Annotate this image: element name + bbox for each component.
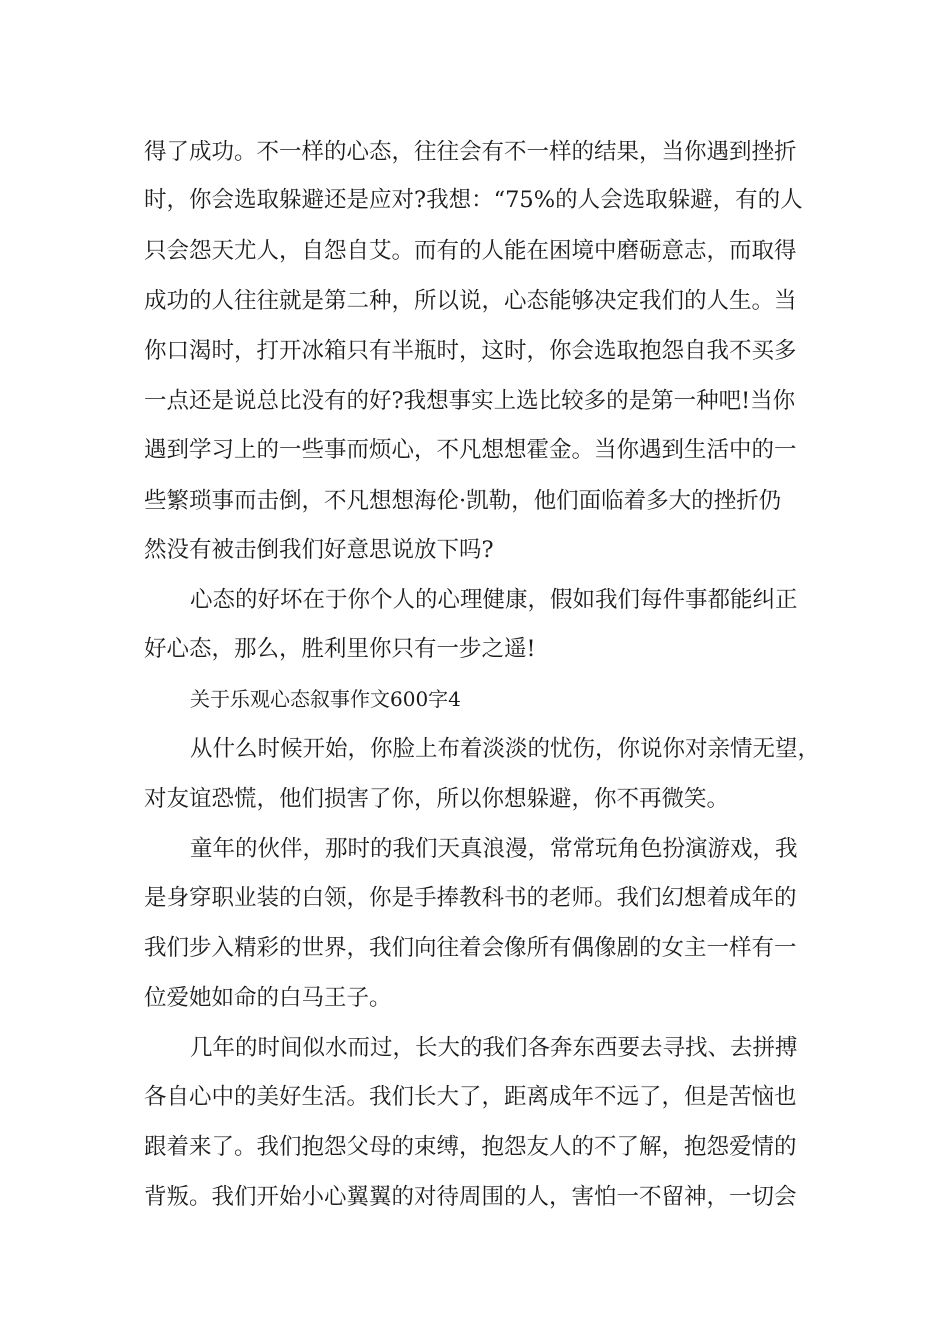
text-line: 只会怨天尤人，自怨自艾。而有的人能在困境中磨砺意志，而取得 (144, 238, 797, 264)
section-heading: 关于乐观心态叙事作文600字4 (190, 687, 461, 711)
text-line: 跟着来了。我们抱怨父母的束缚，抱怨友人的不了解，抱怨爱情的 (144, 1134, 797, 1160)
text-line: 我们步入精彩的世界，我们向往着会像所有偶像剧的女主一样有一 (144, 935, 797, 961)
text-line: 背叛。我们开始小心翼翼的对待周围的人，害怕一不留神，一切会 (144, 1184, 797, 1210)
text-line: 成功的人往往就是第二种，所以说，心态能够决定我们的人生。当 (144, 288, 797, 314)
text-line: 对友谊恐慌，他们损害了你，所以你想躲避，你不再微笑。 (144, 786, 730, 812)
text-line: 些繁琐事而击倒，不凡想想海伦·凯勒，他们面临着多大的挫折仍 (144, 488, 782, 514)
text-line: 位爱她如命的白马王子。 (144, 985, 392, 1011)
text-line: 得了成功。不一样的心态，往往会有不一样的结果，当你遇到挫折 (144, 139, 797, 165)
text-line: 好心态，那么，胜利里你只有一步之遥! (144, 636, 536, 662)
text-line: 从什么时候开始，你脸上布着淡淡的忧伤，你说你对亲情无望， (190, 736, 821, 762)
text-line: 几年的时间似水而过，长大的我们各奔东西要去寻找、去拼搏 (190, 1035, 798, 1061)
text-line: 各自心中的美好生活。我们长大了，距离成年不远了，但是苦恼也 (144, 1084, 797, 1110)
text-line: 是身穿职业装的白领，你是手捧教科书的老师。我们幻想着成年的 (144, 885, 797, 911)
text-line: 然没有被击倒我们好意思说放下吗? (144, 537, 494, 563)
text-line: 遇到学习上的一些事而烦心，不凡想想霍金。当你遇到生活中的一 (144, 437, 797, 463)
text-line: 一点还是说总比没有的好?我想事实上选比较多的是第一种吧!当你 (144, 388, 796, 414)
text-line: 时，你会选取躲避还是应对?我想：“75%的人会选取躲避，有的人 (144, 187, 803, 213)
text-line: 你口渴时，打开冰箱只有半瓶时，这时，你会选取抱怨自我不买多 (144, 338, 797, 364)
text-line: 童年的伙伴，那时的我们天真浪漫，常常玩角色扮演游戏，我 (190, 836, 798, 862)
text-line: 心态的好坏在于你个人的心理健康，假如我们每件事都能纠正 (190, 587, 798, 613)
